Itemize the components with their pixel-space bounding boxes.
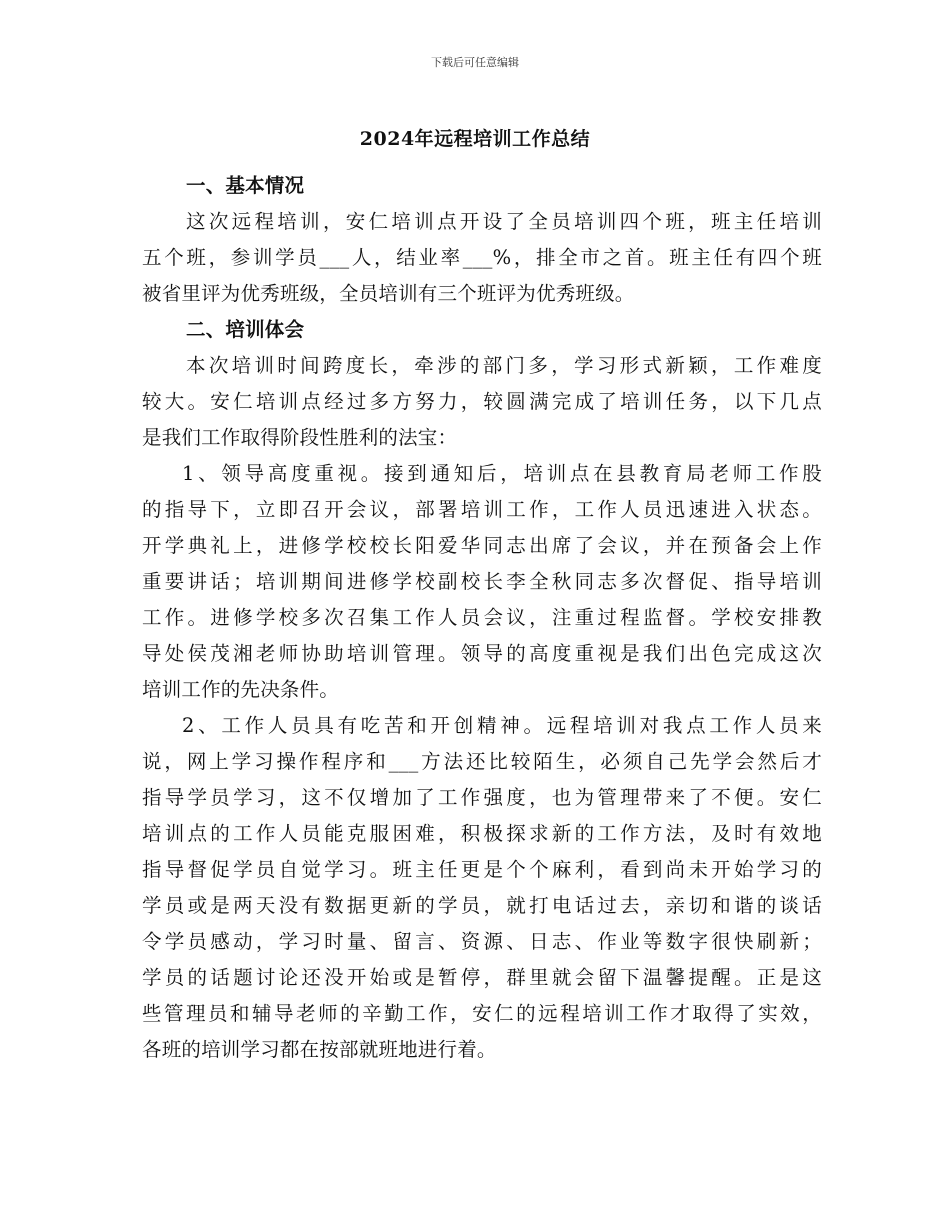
paragraph-line: 指导学员学习，这不仅增加了工作强度，也为管理带来了不便。安仁 [142,786,822,809]
paragraph-line: 2、工作人员具有吃苦和开创精神。远程培训对我点工作人员来 [182,714,822,737]
header-note: 下载后可任意编辑 [431,56,519,69]
paragraph-line: 各班的培训学习都在按部就班地进行着。 [142,1038,497,1061]
paragraph-line: 培训点的工作人员能克服困难，积极探求新的工作方法，及时有效地 [142,822,822,845]
section-heading-basic: 一、基本情况 [186,174,305,197]
paragraph-line: 开学典礼上，进修学校校长阳爱华同志出席了会议，并在预备会上作 [142,534,822,557]
paragraph-line: 这次远程培训，安仁培训点开设了全员培训四个班，班主任培训 [186,210,822,233]
document-title: 2024年远程培训工作总结 [359,128,591,150]
paragraph-line: 指导督促学员自觉学习。班主任更是个个麻利，看到尚未开始学习的 [142,858,822,881]
paragraph-line: 较大。安仁培训点经过多方努力，较圆满完成了培训任务，以下几点 [142,390,822,413]
paragraph-line: 学员或是两天没有数据更新的学员，就打电话过去，亲切和谐的谈话 [142,894,822,917]
paragraph-line: 学员的话题讨论还没开始或是暂停，群里就会留下温馨提醒。正是这 [142,966,822,989]
paragraph-line: 导处侯茂湘老师协助培训管理。领导的高度重视是我们出色完成这次 [142,642,822,665]
paragraph-line: 重要讲话；培训期间进修学校副校长李全秋同志多次督促、指导培训 [142,570,822,593]
paragraph-line: 本次培训时间跨度长，牵涉的部门多，学习形式新颖，工作难度 [186,354,822,377]
paragraph-line: 五个班，参训学员___人，结业率___%，排全市之首。班主任有四个班 [142,246,822,269]
paragraph-line: 1、领导高度重视。接到通知后，培训点在县教育局老师工作股 [182,462,822,485]
paragraph-line: 些管理员和辅导老师的辛勤工作，安仁的远程培训工作才取得了实效， [142,1002,822,1025]
document-body [142,168,822,1068]
paragraph-line: 令学员感动，学习时量、留言、资源、日志、作业等数字很快刷新； [142,930,822,953]
section-heading-experience: 二、培训体会 [186,318,305,341]
paragraph-line: 培训工作的先决条件。 [142,678,340,701]
paragraph-line: 说，网上学习操作程序和___方法还比较陌生，必须自己先学会然后才 [142,750,822,773]
paragraph-line: 是我们工作取得阶段性胜利的法宝： [142,426,458,449]
paragraph-line: 的指导下，立即召开会议，部署培训工作，工作人员迅速进入状态。 [142,498,822,521]
paragraph-line: 被省里评为优秀班级，全员培训有三个班评为优秀班级。 [142,282,635,305]
paragraph-line: 工作。进修学校多次召集工作人员会议，注重过程监督。学校安排教 [142,606,822,629]
